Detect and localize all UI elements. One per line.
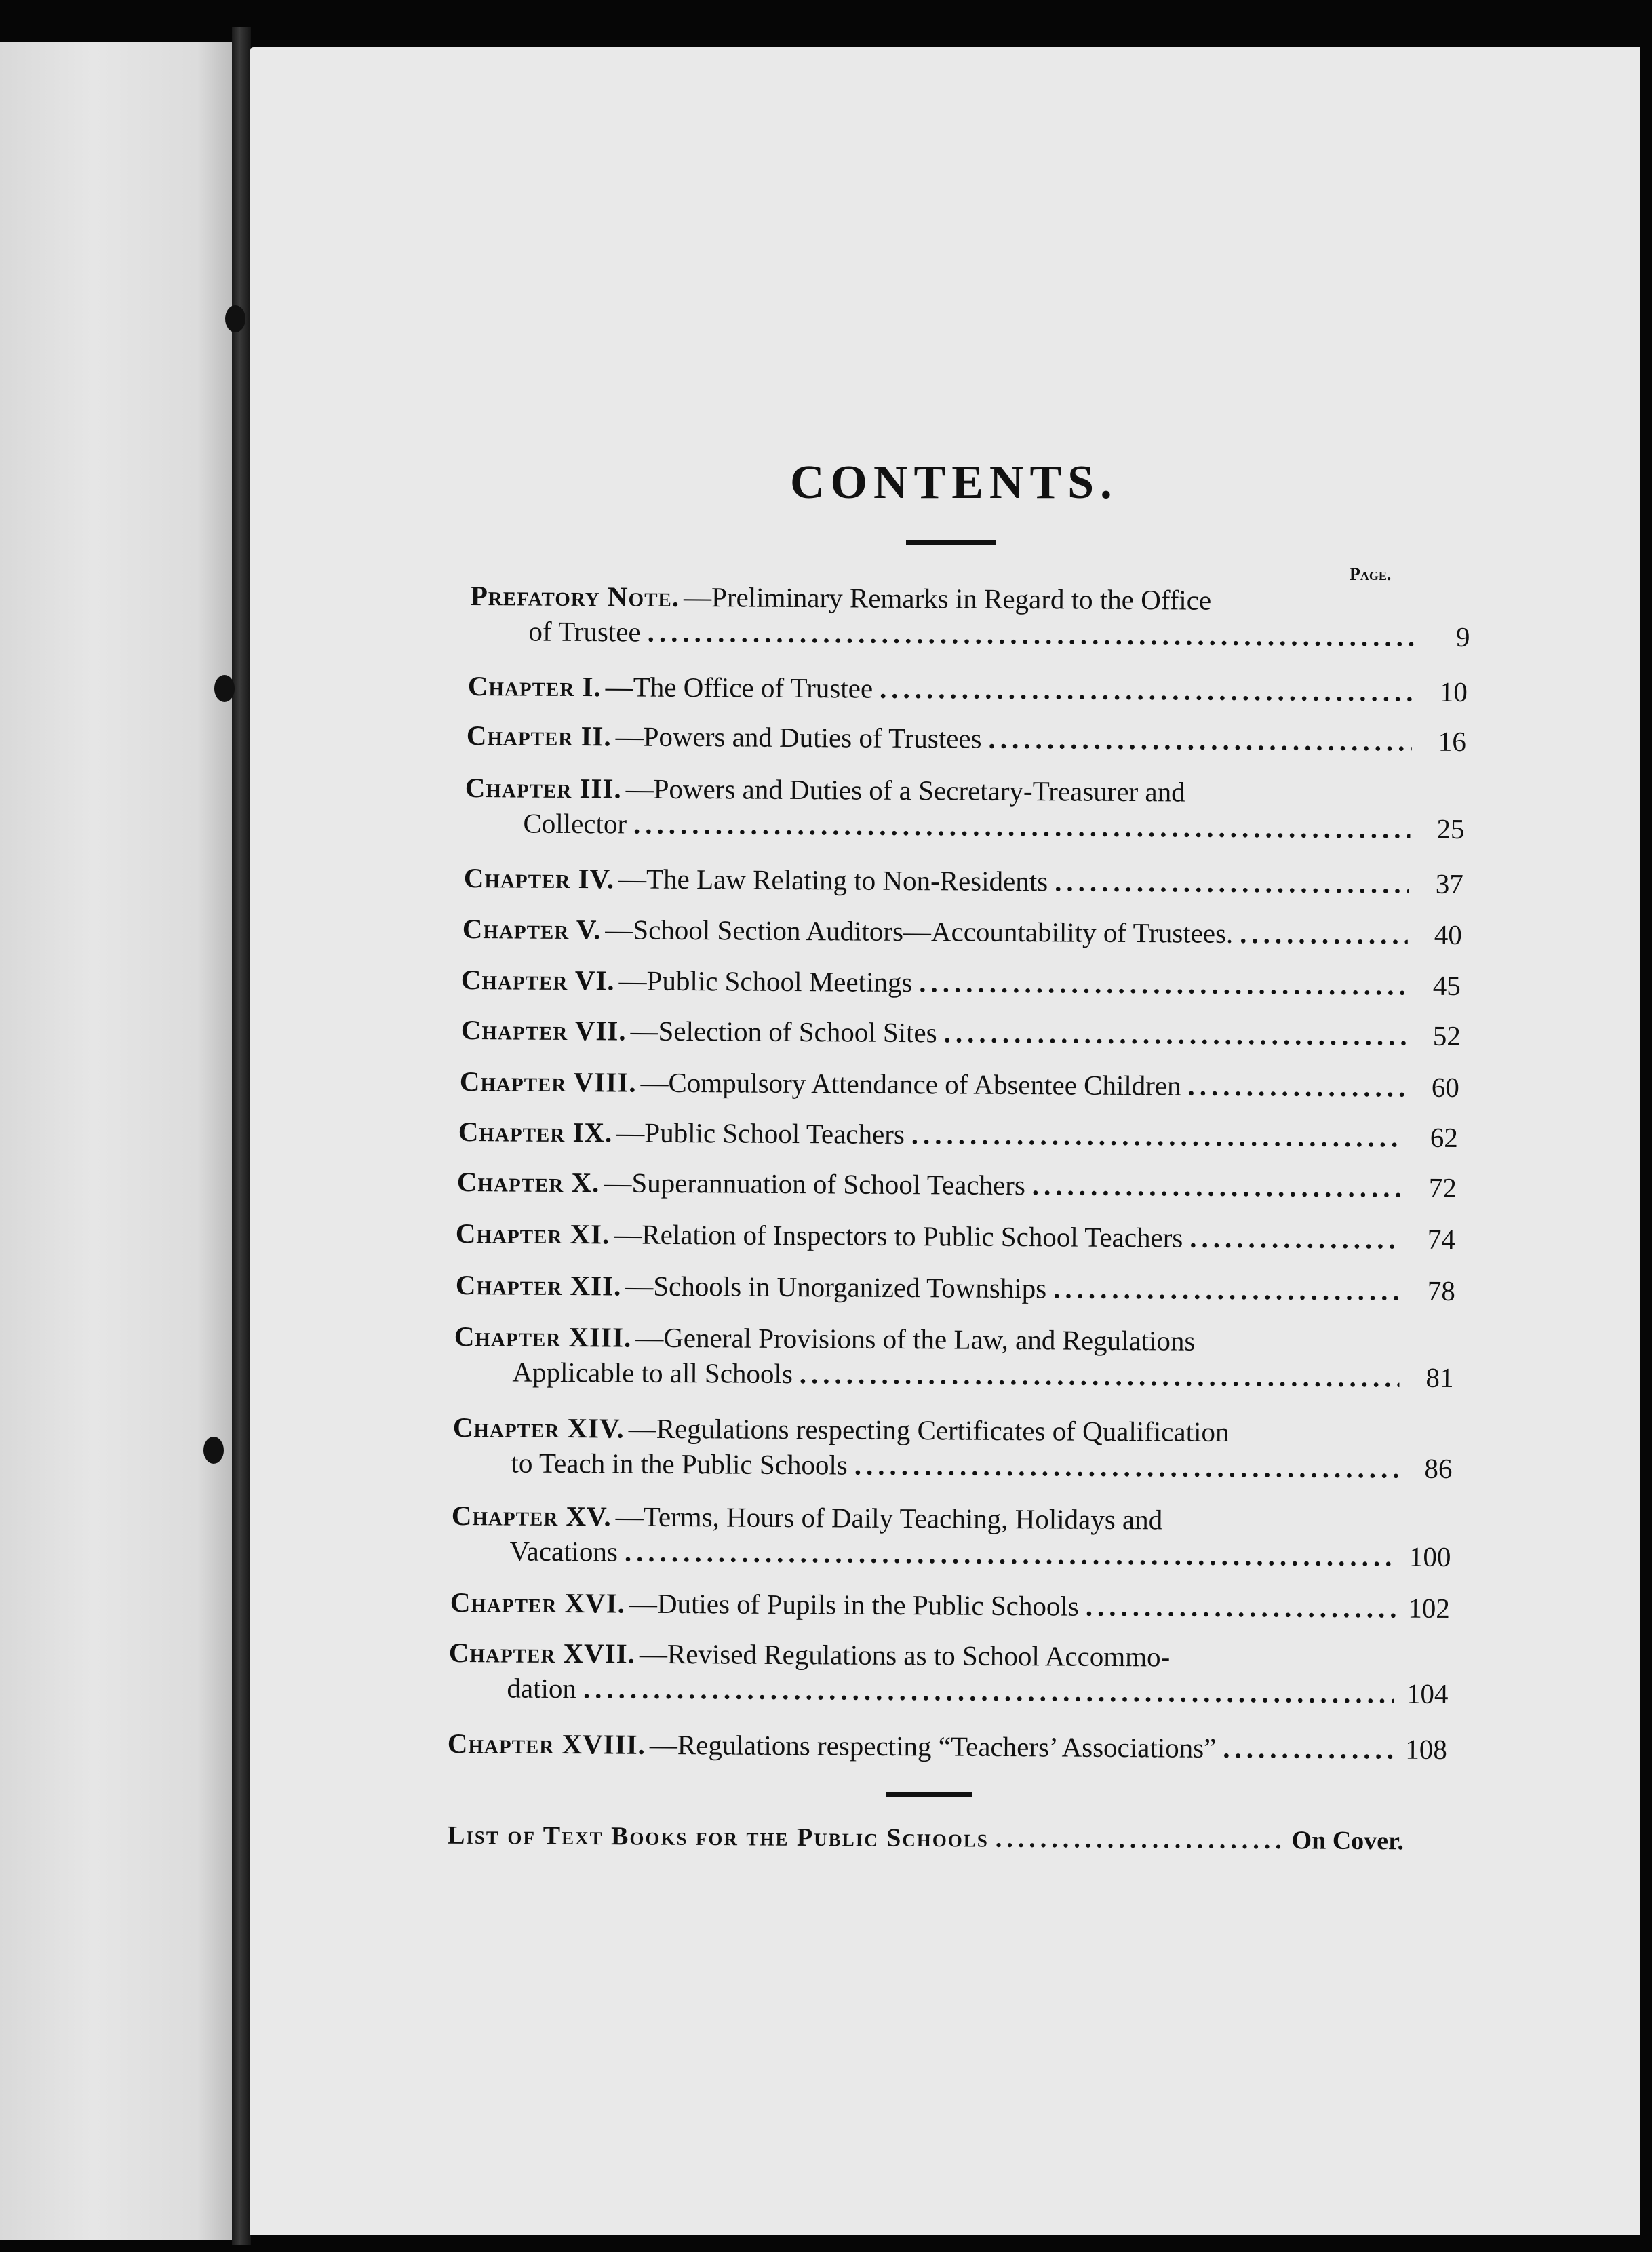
footer-page-ref: On Cover. [1291,1826,1404,1856]
chapter-label: Chapter I. [467,669,602,703]
toc-entry [455,1267,1455,1308]
toc-entry-line [450,1585,1402,1626]
toc-entry-line [465,770,1417,811]
toc-entry-continuation [452,1445,1404,1486]
toc-entry-line [468,668,1420,710]
chapter-title: —Superannuation of School Teachers [604,1167,1025,1201]
chapter-title-continued: of Trustee [528,615,641,648]
toc-entry-line [471,578,1423,619]
page-number: 86 [1424,1452,1453,1485]
chapter-label: Chapter XVIII. [447,1728,646,1760]
leader-dots [911,1117,1404,1154]
toc-entry-line [452,1498,1404,1539]
page-number: 60 [1431,1071,1459,1104]
leader-dots [1032,1167,1402,1205]
chapter-title: —Regulations respecting “Teachers’ Associations” [649,1728,1217,1764]
chapter-title: —Revised Regulations as to School Accommo- [639,1637,1171,1673]
heading-rule [906,540,996,545]
chapter-label: Chapter VIII. [459,1066,637,1098]
leader-dots [1053,1270,1401,1308]
chapter-title: —General Provisions of the Law, and Regulations [635,1321,1196,1357]
contents-heading: CONTENTS. [790,457,1118,509]
chapter-label: Chapter VII. [460,1014,627,1047]
toc-entry-continuation [448,1670,1400,1711]
leader-dots [1086,1589,1396,1626]
toc-entry [467,668,1468,710]
toc-entry [460,1012,1461,1053]
page-column-label: Page. [1350,564,1392,584]
toc-entry-continuation [454,1354,1406,1395]
toc-entry [466,718,1466,759]
toc-entry [452,1410,1453,1486]
chapter-label: Chapter XV. [451,1500,612,1532]
toc-entry-line [464,860,1416,901]
toc-entry-line [467,718,1419,759]
page-number: 16 [1438,725,1466,758]
toc-entry-line [456,1216,1408,1257]
chapter-label: Chapter IX. [458,1116,613,1148]
page-number: 72 [1428,1171,1457,1204]
toc-entry [447,1726,1447,1767]
chapter-title: —Selection of School Sites [630,1015,937,1049]
toc-entry [455,1216,1455,1257]
chapter-title-continued: dation [507,1672,577,1705]
chapter-title: —Powers and Duties of Trustees [615,720,982,754]
chapter-label: Chapter XIV. [452,1412,625,1444]
page-number: 10 [1439,676,1468,708]
toc-entry-line [456,1267,1408,1308]
toc-entry [460,962,1461,1003]
toc-entry-line [457,1164,1409,1205]
toc-entry [450,1585,1450,1626]
chapter-label: Chapter XI. [455,1218,610,1250]
chapter-label: Chapter II. [466,720,612,752]
page-number: 45 [1432,969,1461,1002]
leader-dots [648,615,1416,655]
chapter-title-continued: Vacations [509,1535,618,1568]
toc-entry [462,911,1462,952]
leader-dots [800,1356,1400,1395]
footer-entry [448,1821,1404,1857]
toc-entry-line [453,1410,1405,1451]
chapter-title: —Schools in Unorganized Townships [625,1270,1047,1304]
chapter-label: Chapter V. [462,913,602,946]
chapter-title: —Preliminary Remarks in Regard to the Office [683,581,1212,616]
chapter-title: —Compulsory Attendance of Absentee Children [640,1066,1181,1102]
chapter-title: —Duties of Pupils in the Public Schools [629,1587,1079,1622]
leader-dots [1240,916,1408,952]
toc-entry [456,1164,1457,1205]
chapter-title-continued: Applicable to all Schools [512,1356,793,1390]
chapter-label: Chapter X. [456,1166,600,1199]
page-number: 40 [1434,918,1462,951]
leader-dots [1055,863,1409,901]
leader-dots [583,1671,1394,1711]
page-number: 25 [1436,813,1465,845]
leader-dots [919,965,1407,1003]
chapter-title: —The Office of Trustee [605,671,873,704]
toc-entry-line [463,911,1415,952]
chapter-title: —Terms, Hours of Daily Teaching, Holidays and [615,1500,1163,1536]
leader-dots [633,807,1411,847]
footer-rule [886,1792,972,1797]
chapter-label: Chapter XII. [455,1269,622,1302]
toc-entry-line [461,1012,1413,1053]
leader-dots [996,1824,1285,1856]
toc-entry-line [454,1319,1407,1360]
toc-entry [451,1498,1451,1574]
page-number: 62 [1430,1121,1458,1154]
leader-dots [854,1448,1398,1486]
toc-entry-continuation [451,1533,1403,1574]
toc-entry-line [461,962,1413,1003]
toc-entry-line [449,1635,1401,1676]
leader-dots [988,721,1412,759]
page-number: 9 [1455,621,1470,653]
toc-entry [448,1635,1449,1711]
leader-dots [625,1534,1397,1574]
toc-entry [458,1114,1458,1155]
chapter-title: —Public School Meetings [618,965,913,998]
chapter-title-continued: Collector [523,807,627,840]
page-number: 108 [1405,1733,1447,1766]
page-number: 81 [1425,1361,1454,1394]
chapter-label: Chapter XVI. [450,1587,626,1619]
page-number: 100 [1409,1540,1451,1573]
chapter-title: —School Section Auditors—Accountability of Trustees. [605,914,1234,949]
chapter-label: Chapter VI. [460,964,615,996]
page-number: 104 [1406,1677,1449,1710]
toc-entry-continuation [470,613,1422,655]
chapter-label: Chapter III. [465,772,622,804]
chapter-title: —Relation of Inspectors to Public School Teachers [614,1218,1183,1254]
toc-entry [470,578,1470,655]
page-number: 74 [1427,1223,1455,1256]
chapter-title: —Powers and Duties of a Secretary-Treasurer and [625,773,1185,808]
page-number: 78 [1427,1275,1455,1307]
leader-dots [1223,1730,1393,1767]
leader-dots [1189,1220,1401,1257]
page-number: 52 [1432,1020,1461,1052]
toc-entry-continuation [465,805,1417,847]
chapter-title: —Regulations respecting Certificates of Qualification [628,1412,1230,1448]
leader-dots [880,671,1413,710]
chapter-label: Prefatory Note. [470,579,680,613]
chapter-label: Chapter XIII. [454,1321,632,1353]
chapter-label: Chapter IV. [463,862,615,895]
toc-entry [463,860,1463,901]
toc-entry [454,1319,1454,1395]
chapter-label: Chapter XVII. [448,1637,636,1669]
footer-label: List of Text Books for the Public Schools [447,1821,989,1853]
toc-entry [459,1064,1459,1105]
page-number: 37 [1435,868,1463,900]
page-number: 102 [1408,1592,1450,1625]
chapter-title: —The Law Relating to Non-Residents [618,863,1048,897]
chapter-title: —Public School Teachers [616,1117,905,1150]
toc-entry-line [448,1726,1400,1767]
leader-dots [944,1015,1407,1053]
toc-entry-line [458,1114,1411,1155]
toc-entry-line [460,1064,1412,1105]
toc-entry [465,770,1465,847]
chapter-title-continued: to Teach in the Public Schools [511,1447,848,1481]
leader-dots [1187,1068,1405,1105]
